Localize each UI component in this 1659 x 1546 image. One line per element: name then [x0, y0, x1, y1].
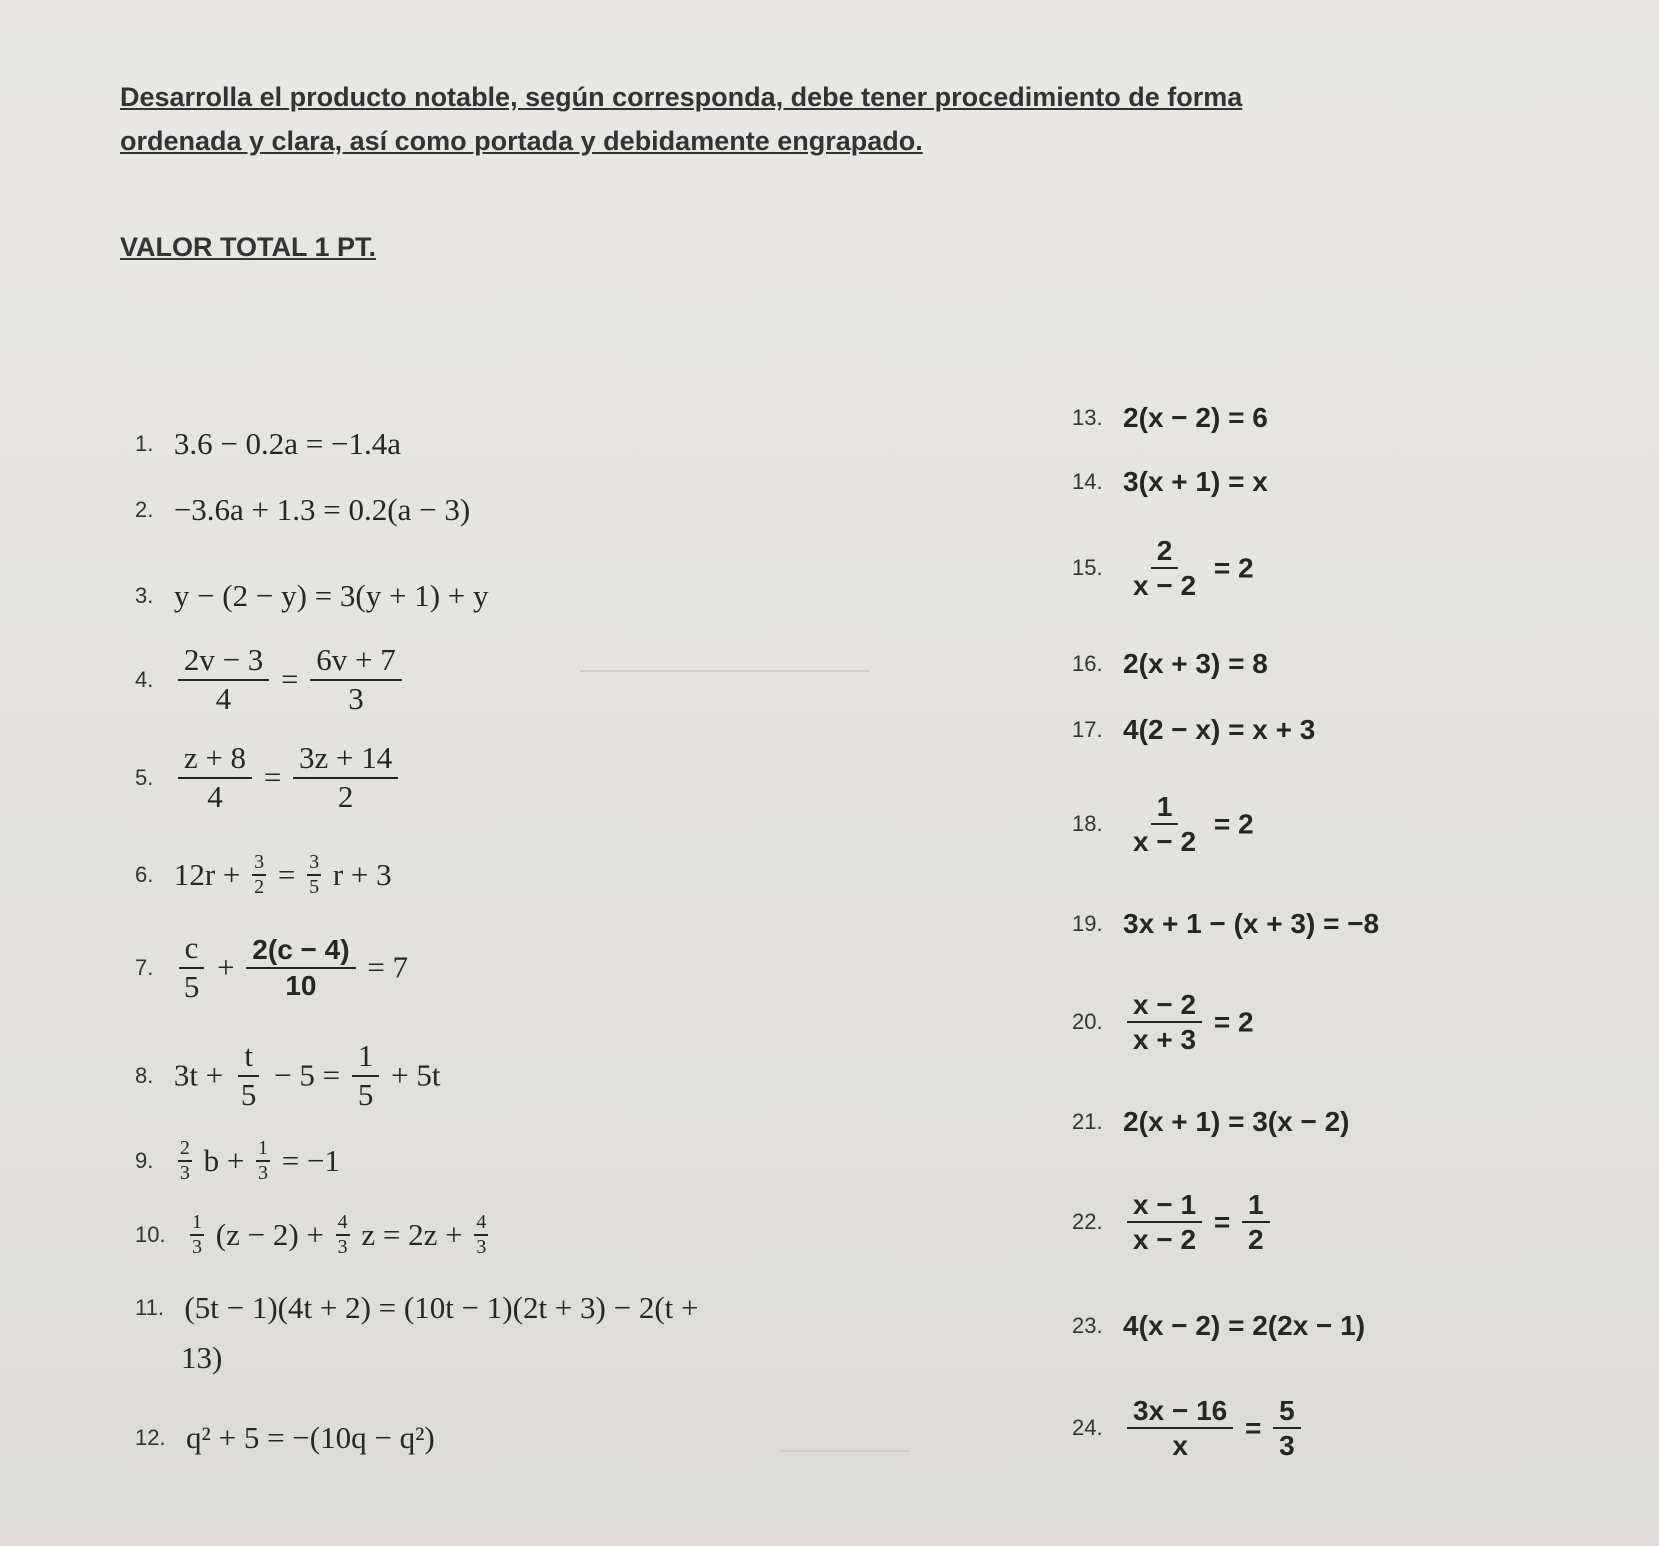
problem-14	[1072, 466, 1268, 498]
denominator: 5	[309, 876, 320, 898]
instructions-line-1: Desarrolla el producto notable, según corresponda, debe tener procedimiento de forma	[120, 82, 1243, 112]
equals-sign: =	[277, 857, 296, 892]
numerator: 6v + 7	[310, 644, 401, 681]
problem-23	[1072, 1310, 1365, 1342]
problem-10	[135, 1212, 492, 1258]
denominator: x	[1172, 1430, 1188, 1462]
fraction	[310, 644, 401, 715]
bleed-through-mark	[780, 1450, 910, 1452]
numerator: 3	[252, 852, 266, 876]
numerator: 3z + 14	[293, 742, 398, 779]
term: + 5t	[391, 1057, 441, 1093]
denominator: 5	[183, 968, 200, 1004]
right-hand-side: = 2	[1213, 1006, 1254, 1038]
denominator: 2	[254, 876, 265, 898]
problem-number: 9.	[135, 1148, 154, 1173]
fraction	[1127, 1396, 1233, 1461]
fraction	[178, 932, 206, 1003]
problem-number: 22.	[1072, 1209, 1103, 1235]
problem-number: 13.	[1072, 405, 1103, 430]
fraction	[1273, 1396, 1301, 1461]
numerator: 4	[336, 1212, 350, 1236]
term: 12r +	[173, 857, 241, 892]
problem-number: 6.	[135, 862, 154, 887]
problem-number: 3.	[135, 583, 154, 608]
fraction	[474, 1212, 488, 1258]
problem-16	[1072, 648, 1268, 680]
equation	[1123, 792, 1254, 857]
problem-19	[1072, 908, 1379, 940]
instructions-line-2: ordenada y clara, así como portada y debidamente engrapado.	[120, 126, 923, 156]
equation-continued: 13)	[181, 1340, 223, 1375]
equation: y − (2 − y) = 3(y + 1) + y	[173, 578, 489, 613]
problem-17	[1072, 714, 1315, 746]
numerator: 2	[1151, 536, 1179, 569]
denominator: 5	[357, 1076, 374, 1112]
denominator: x + 3	[1133, 1024, 1197, 1056]
problem-1	[135, 426, 401, 462]
fraction	[246, 935, 355, 1000]
fraction	[293, 742, 398, 813]
denominator: 5	[240, 1076, 257, 1112]
total-value: VALOR TOTAL 1 PT.	[120, 232, 377, 262]
denominator: 3	[179, 1162, 190, 1184]
problem-4	[135, 644, 406, 715]
problem-number: 17.	[1072, 717, 1103, 742]
numerator: t	[238, 1040, 259, 1077]
denominator: 3	[258, 1162, 269, 1184]
fraction	[178, 1138, 192, 1184]
numerator: 1	[190, 1212, 204, 1236]
problem-number: 7.	[135, 954, 154, 980]
problem-number: 18.	[1072, 811, 1103, 837]
problem-number: 23.	[1072, 1313, 1103, 1338]
fraction	[1242, 1190, 1270, 1255]
equation: (5t − 1)(4t + 2) = (10t − 1)(2t + 3) − 2(t +	[184, 1290, 699, 1325]
numerator: c	[179, 932, 205, 969]
problem-number: 1.	[135, 431, 154, 456]
equation	[186, 1212, 492, 1258]
equation	[174, 1138, 340, 1184]
problem-number: 20.	[1072, 1009, 1103, 1035]
equals-sign: =	[1245, 1412, 1262, 1444]
problem-3	[135, 578, 489, 614]
problem-number: 4.	[135, 666, 154, 692]
fraction	[336, 1212, 350, 1258]
denominator: 3	[348, 680, 364, 716]
problem-5	[135, 742, 402, 813]
equation: 4(x − 2) = 2(2x − 1)	[1123, 1310, 1366, 1341]
problem-8	[135, 1040, 441, 1111]
equation	[174, 852, 392, 898]
fraction	[1127, 1190, 1202, 1255]
problem-15	[1072, 536, 1254, 601]
bleed-through-mark	[580, 670, 870, 672]
term: = −1	[281, 1143, 341, 1178]
problem-number: 19.	[1072, 911, 1103, 936]
denominator: x − 2	[1133, 1224, 1197, 1256]
denominator: 3	[476, 1236, 487, 1258]
numerator: 1	[352, 1040, 380, 1077]
numerator: 2(c − 4)	[246, 935, 355, 968]
term: b +	[203, 1143, 245, 1178]
problem-number: 15.	[1072, 555, 1103, 581]
numerator: 2	[178, 1138, 192, 1162]
denominator: 4	[215, 680, 232, 716]
equation: 2(x − 2) = 6	[1123, 402, 1268, 433]
problem-number: 11.	[135, 1295, 164, 1320]
equation	[1123, 536, 1254, 601]
equation: 4(2 − x) = x + 3	[1123, 714, 1316, 745]
problem-20	[1072, 990, 1254, 1055]
equation	[1123, 1396, 1305, 1461]
numerator: 2v − 3	[178, 644, 269, 681]
equation	[174, 932, 408, 1003]
denominator: 2	[337, 778, 354, 814]
problem-12	[135, 1420, 435, 1456]
term: (z − 2) +	[215, 1217, 324, 1252]
numerator: 1	[1151, 792, 1179, 825]
fraction	[178, 742, 252, 813]
fraction	[256, 1138, 270, 1184]
equation	[174, 644, 406, 715]
numerator: 4	[474, 1212, 488, 1236]
numerator: 3	[307, 852, 321, 876]
term: − 5 =	[274, 1057, 341, 1093]
equation: −3.6a + 1.3 = 0.2(a − 3)	[173, 492, 471, 527]
equation: 3(x + 1) = x	[1123, 466, 1268, 497]
numerator: 3x − 16	[1127, 1396, 1233, 1429]
denominator: 3	[337, 1236, 348, 1258]
numerator: x − 2	[1127, 990, 1202, 1023]
problem-7	[135, 932, 408, 1003]
equation: q² + 5 = −(10q − q²)	[186, 1420, 435, 1455]
numerator: 1	[1242, 1190, 1270, 1223]
denominator: 4	[207, 778, 223, 814]
problem-number: 5.	[135, 764, 154, 790]
right-hand-side: = 2	[1213, 552, 1254, 584]
equals-sign: =	[1213, 1206, 1231, 1238]
equation: 2(x + 3) = 8	[1123, 648, 1268, 679]
equation	[1123, 1190, 1274, 1255]
fraction	[252, 852, 266, 898]
denominator: 2	[1248, 1224, 1264, 1256]
equation: 3x + 1 − (x + 3) = −8	[1123, 908, 1380, 939]
fraction	[190, 1212, 204, 1258]
problem-number: 2.	[135, 497, 154, 522]
problem-number: 12.	[135, 1425, 166, 1450]
term: 3t +	[173, 1057, 224, 1093]
problem-number: 16.	[1072, 651, 1103, 676]
problem-number: 8.	[135, 1062, 154, 1088]
problem-11	[135, 1290, 699, 1326]
fraction	[1127, 990, 1202, 1055]
problem-13	[1072, 402, 1268, 434]
problem-6	[135, 852, 392, 898]
plus-sign: +	[217, 949, 235, 985]
equals-sign: =	[263, 759, 282, 795]
right-hand-side: = 2	[1213, 808, 1254, 840]
denominator: 3	[1279, 1430, 1295, 1462]
problem-24	[1072, 1396, 1305, 1461]
equation	[174, 742, 402, 813]
fraction	[307, 852, 321, 898]
equation: 2(x + 1) = 3(x − 2)	[1123, 1106, 1350, 1137]
problem-2	[135, 492, 470, 528]
numerator: 5	[1273, 1396, 1301, 1429]
term: z = 2z +	[361, 1217, 463, 1252]
equation	[174, 1040, 441, 1111]
problem-21	[1072, 1106, 1350, 1138]
term: r + 3	[332, 857, 392, 892]
equals-sign: =	[281, 661, 299, 697]
right-hand-side: = 7	[367, 949, 409, 985]
problem-22	[1072, 1190, 1274, 1255]
denominator: x − 2	[1133, 570, 1197, 602]
numerator: x − 1	[1127, 1190, 1202, 1223]
problem-9	[135, 1138, 340, 1184]
fraction	[352, 1040, 380, 1111]
fraction	[178, 644, 269, 715]
problem-11-continued	[181, 1340, 222, 1376]
denominator: 10	[285, 969, 317, 1001]
numerator: 1	[256, 1138, 270, 1162]
denominator: 3	[192, 1236, 203, 1258]
problem-number: 21.	[1072, 1109, 1103, 1134]
equation: 3.6 − 0.2a = −1.4a	[173, 426, 402, 461]
numerator: z + 8	[178, 742, 252, 779]
denominator: x − 2	[1133, 826, 1197, 858]
problem-number: 10.	[135, 1222, 166, 1247]
problem-18	[1072, 792, 1254, 857]
fraction	[235, 1040, 263, 1111]
fraction	[1127, 536, 1202, 601]
fraction	[1127, 792, 1202, 857]
problem-number: 14.	[1072, 469, 1103, 494]
equation	[1123, 990, 1254, 1055]
problem-number: 24.	[1072, 1415, 1103, 1441]
